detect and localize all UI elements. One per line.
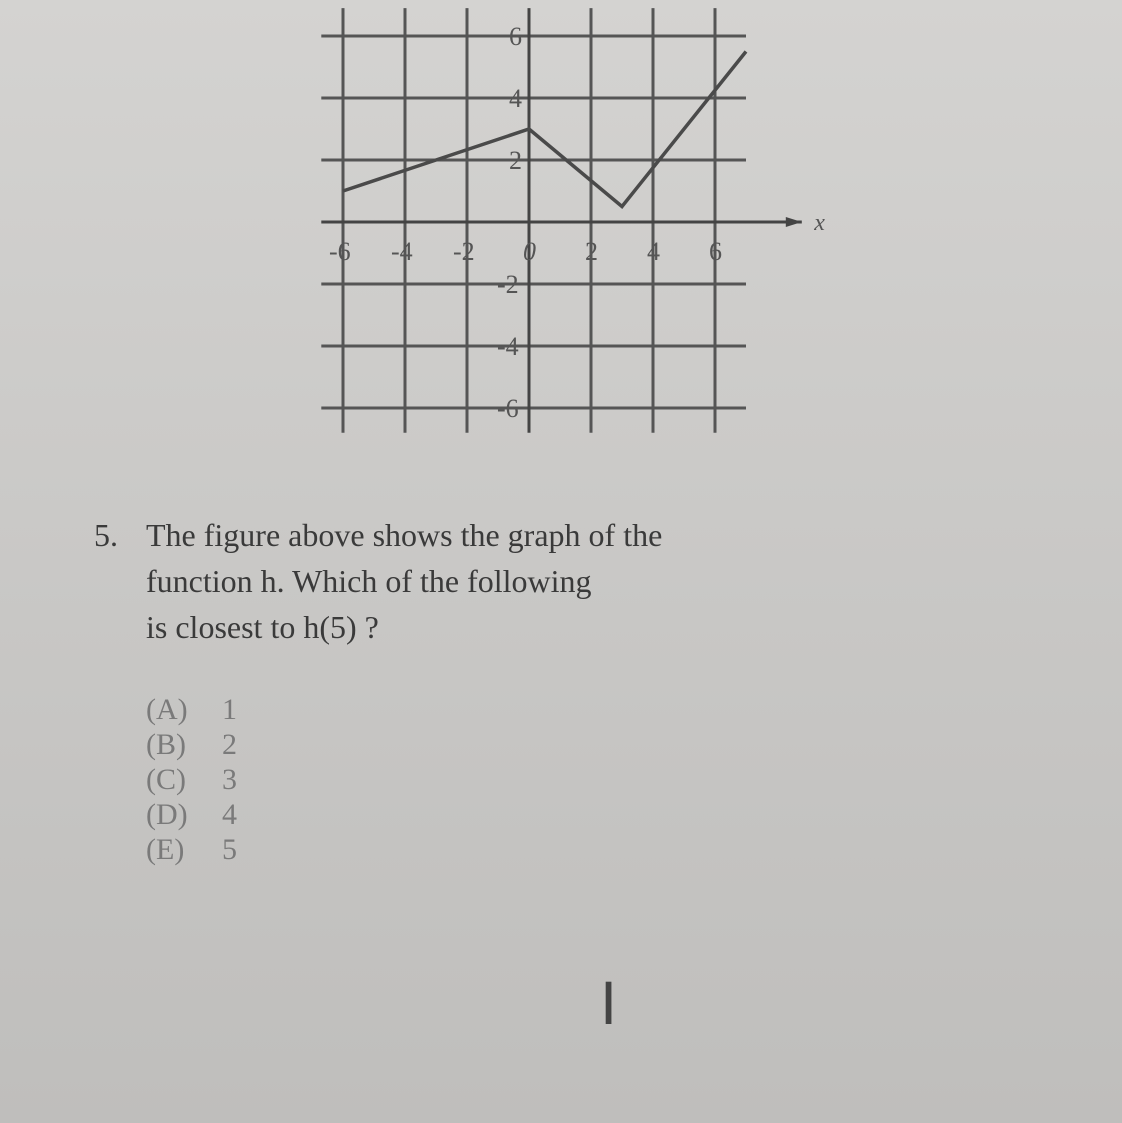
y-tick-label: 6 [509,22,522,51]
y-tick-label: 2 [509,146,522,175]
x-axis-arrow [786,217,802,227]
choice-value: 3 [222,763,237,796]
choice-letter: (E) [146,833,185,866]
question-stem [146,512,806,650]
x-tick-label: -4 [391,237,413,266]
grid [321,8,746,433]
x-tick-label: 4 [647,237,660,266]
y-tick-label: 4 [509,84,522,113]
choice-letter: (B) [146,728,186,761]
question-stem-line: function h. Which of the following [146,563,592,599]
choice-letter: (C) [146,763,186,796]
choice-letter: (A) [146,693,188,726]
choice-e[interactable] [146,832,237,867]
x-tick-label: 6 [709,237,722,266]
series-line-h [343,52,746,207]
y-tick-label: -4 [497,332,519,361]
axes [321,8,825,433]
x-axis-label: x [814,210,825,236]
choice-d[interactable] [146,797,237,832]
answer-choices [146,692,237,867]
text-cursor-icon: I [600,970,618,1038]
choice-c[interactable] [146,762,237,797]
question-number: 5. [94,517,118,553]
choice-b[interactable] [146,727,237,762]
choice-value: 1 [222,693,237,726]
question-stem-line: The figure above shows the graph of the [146,517,663,553]
choice-value: 2 [222,728,237,761]
x-tick-label: 0 [523,237,536,266]
choice-a[interactable] [146,692,237,727]
choice-value: 5 [222,833,237,866]
x-tick-label: -6 [329,237,351,266]
x-tick-label: -2 [453,237,475,266]
function-graph [0,0,1122,460]
y-tick-label: -6 [497,394,519,423]
question-stem-line: is closest to h(5) ? [146,609,379,645]
choice-value: 4 [222,798,237,831]
choice-letter: (D) [146,798,188,831]
x-tick-label: 2 [585,237,598,266]
y-tick-label: -2 [497,270,519,299]
series-layer [343,52,746,207]
